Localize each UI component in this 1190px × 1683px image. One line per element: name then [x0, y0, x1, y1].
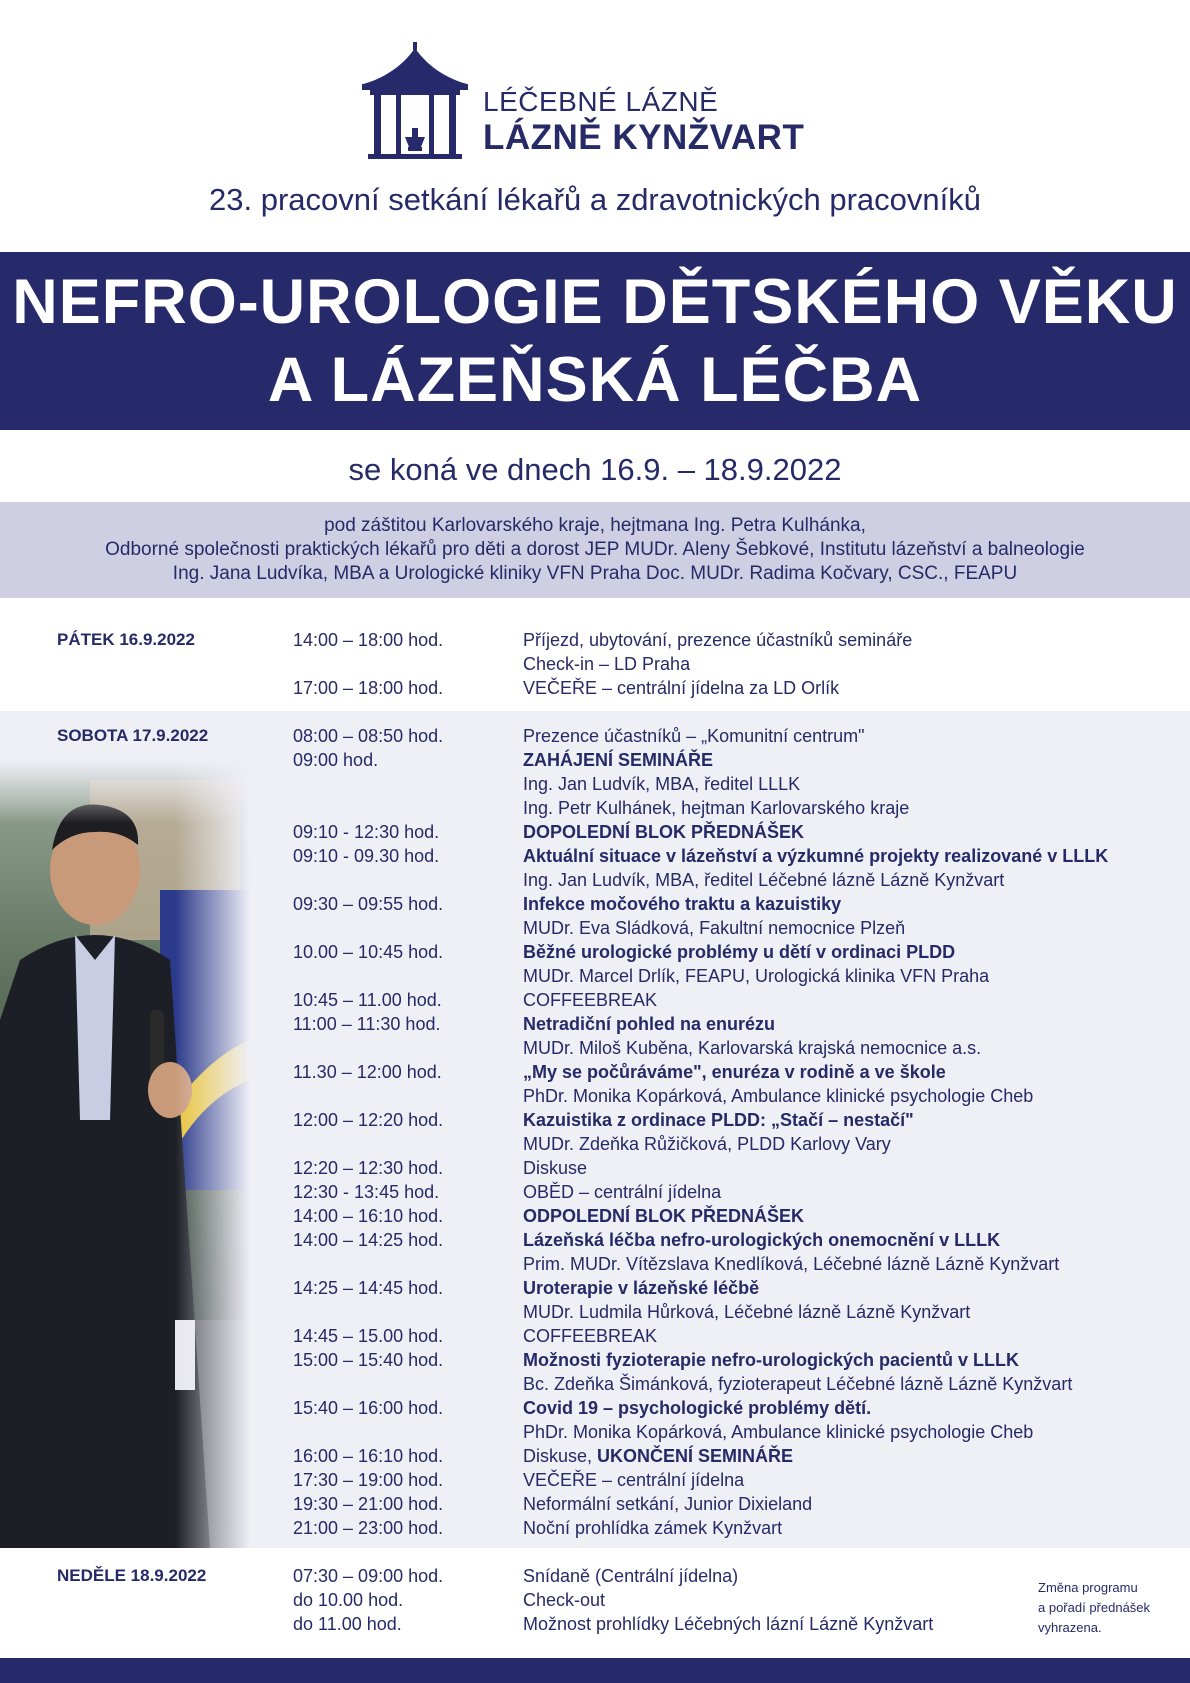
- note-line: vyhrazena.: [1038, 1620, 1102, 1635]
- schedule-item: [523, 989, 657, 1011]
- schedule-time: 11.30 – 12:00 hod.: [293, 1062, 442, 1082]
- schedule-time: 09:10 - 12:30 hod.: [293, 822, 440, 842]
- schedule-item-text: ODPOLEDNÍ BLOK PŘEDNÁŠEK: [523, 1206, 805, 1226]
- schedule-time: 21:00 – 23:00 hod.: [293, 1518, 444, 1538]
- schedule-item-text: Infekce močového traktu a kazuistiky: [523, 894, 842, 914]
- schedule-item: [523, 1421, 1033, 1443]
- schedule-item-text: Noční prohlídka zámek Kynžvart: [523, 1518, 783, 1538]
- schedule-item-text: MUDr. Miloš Kuběna, Karlovarská krajská nemocnice a.s.: [523, 1038, 982, 1058]
- schedule-item: [523, 965, 989, 987]
- schedule-item: [523, 797, 909, 819]
- schedule-item: [523, 1277, 759, 1299]
- note-line: Změna programu: [1038, 1580, 1138, 1595]
- schedule-item-text: Neformální setkání, Junior Dixieland: [523, 1494, 813, 1514]
- gazebo-logo-icon: [360, 42, 472, 162]
- schedule-item-text: Netradiční pohled na enurézu: [523, 1014, 776, 1034]
- schedule-item-text: Covid 19 – psychologické problémy dětí.: [523, 1398, 872, 1418]
- schedule-item-text: Snídaně (Centrální jídelna): [523, 1566, 739, 1586]
- schedule-item-text: MUDr. Ludmila Hůrková, Léčebné lázně Lázně Kynžvart: [523, 1302, 971, 1322]
- schedule-time: 09:30 – 09:55 hod.: [293, 894, 444, 914]
- schedule-item-text: Kazuistika z ordinace PLDD: „Stačí – nestačí": [523, 1110, 914, 1130]
- schedule-time: 16:00 – 16:10 hod.: [293, 1446, 444, 1466]
- program-change-note: [1038, 1578, 1150, 1638]
- schedule-item: [523, 1397, 871, 1419]
- schedule-item: [523, 1013, 775, 1035]
- brand-logo: [360, 42, 805, 162]
- schedule-item-text: OBĚD – centrální jídelna: [523, 1182, 722, 1202]
- schedule-item: [523, 773, 800, 795]
- schedule-time: 09:10 - 09.30 hod.: [293, 846, 440, 866]
- schedule-item-text: Možnosti fyzioterapie nefro-urologických pacientů v LLLK: [523, 1350, 1020, 1370]
- schedule-item: [523, 1493, 812, 1515]
- schedule-time: 12:30 - 13:45 hod.: [293, 1182, 440, 1202]
- schedule-item-text: Aktuální situace v lázeňství a výzkumné projekty realizované v LLLK: [523, 846, 1109, 866]
- schedule-item-text: VEČEŘE – centrální jídelna: [523, 1470, 745, 1490]
- schedule-item: [523, 749, 713, 771]
- schedule-item-text: Lázeňská léčba nefro-urologických onemocnění v LLLK: [523, 1230, 1001, 1250]
- schedule-item: [523, 1613, 933, 1635]
- schedule-item-text: PhDr. Monika Kopárková, Ambulance klinické psychologie Cheb: [523, 1422, 1034, 1442]
- schedule-time: 14:00 – 14:25 hod.: [293, 1230, 444, 1250]
- schedule-item-text: Diskuse: [523, 1158, 588, 1178]
- schedule-item: [523, 821, 804, 843]
- schedule-item: [523, 1373, 1072, 1395]
- schedule-time: 08:00 – 08:50 hod.: [293, 726, 444, 746]
- schedule-item-text: Běžné urologické problémy u dětí v ordinaci PLDD: [523, 942, 956, 962]
- schedule-item: [523, 941, 955, 963]
- schedule-item-text: VEČEŘE – centrální jídelna za LD Orlík: [523, 678, 840, 698]
- schedule-item: [523, 1445, 793, 1467]
- schedule-item-text: Bc. Zdeňka Šimánková, fyzioterapeut Léčebné lázně Lázně Kynžvart: [523, 1374, 1073, 1394]
- patronage-line-2: Odborné společnosti praktických lékařů pro děti a dorost JEP MUDr. Aleny Šebkové, Institutu lázeňství a balneologie: [105, 539, 1085, 560]
- schedule-time: 19:30 – 21:00 hod.: [293, 1494, 444, 1514]
- schedule-item: [523, 1085, 1033, 1107]
- event-dates: se koná ve dnech 16.9. – 18.9.2022: [348, 452, 842, 487]
- schedule-item-text: Check-in – LD Praha: [523, 654, 691, 674]
- day-sunday: NEDĚLE 18.9.2022: [57, 1566, 207, 1585]
- schedule-item: [523, 1565, 738, 1587]
- schedule-item: [523, 677, 839, 699]
- schedule-time: do 10.00 hod.: [293, 1590, 404, 1610]
- schedule-time: 12:20 – 12:30 hod.: [293, 1158, 444, 1178]
- schedule-item-text: MUDr. Eva Sládková, Fakultní nemocnice Plzeň: [523, 918, 906, 938]
- title-line-2: A LÁZEŇSKÁ LÉČBA: [267, 345, 923, 415]
- schedule-time: 15:00 – 15:40 hod.: [293, 1350, 444, 1370]
- schedule-time: 07:30 – 09:00 hod.: [293, 1566, 444, 1586]
- schedule-time: do 11.00 hod.: [293, 1614, 402, 1634]
- patronage-line-1: pod záštitou Karlovarského kraje, hejtmana Ing. Petra Kulhánka,: [324, 515, 866, 536]
- schedule-item: [523, 1349, 1019, 1371]
- schedule-item: [523, 1229, 1000, 1251]
- schedule-item-text: MUDr. Zdeňka Růžičková, PLDD Karlovy Vary: [523, 1134, 891, 1154]
- title-banner: [0, 252, 1190, 430]
- schedule-item: [523, 1133, 891, 1155]
- speaker-photo: [0, 760, 250, 1548]
- schedule-item: [523, 1301, 970, 1323]
- schedule-time: 17:00 – 18:00 hod.: [293, 678, 444, 698]
- title-line-1: NEFRO-UROLOGIE DĚTSKÉHO VĚKU: [12, 267, 1178, 337]
- schedule-item-text: Check-out: [523, 1590, 606, 1610]
- schedule-item: [523, 1517, 782, 1539]
- schedule-time: 15:40 – 16:00 hod.: [293, 1398, 444, 1418]
- schedule-item: [523, 1589, 605, 1611]
- schedule-item: [523, 629, 912, 651]
- schedule-item-bold: UKONČENÍ SEMINÁŘE: [597, 1446, 794, 1466]
- note-line: a pořadí přednášek: [1038, 1600, 1151, 1615]
- schedule-item: [523, 1469, 744, 1491]
- schedule-item-text: ZAHÁJENÍ SEMINÁŘE: [523, 750, 714, 770]
- schedule-time: 17:30 – 19:00 hod.: [293, 1470, 444, 1490]
- schedule-item-text: Uroterapie v lázeňské léčbě: [523, 1278, 760, 1298]
- schedule-item-text: Ing. Petr Kulhánek, hejtman Karlovarského kraje: [523, 798, 910, 818]
- schedule-item-text: MUDr. Marcel Drlík, FEAPU, Urologická klinika VFN Praha: [523, 966, 990, 986]
- schedule-time: 12:00 – 12:20 hod.: [293, 1110, 444, 1130]
- schedule-time: 14:25 – 14:45 hod.: [293, 1278, 444, 1298]
- schedule-item-text: „My se počůráváme", enuréza v rodině a ve škole: [523, 1062, 946, 1082]
- schedule-time: 11:00 – 11:30 hod.: [293, 1014, 441, 1034]
- day-friday: PÁTEK 16.9.2022: [57, 630, 195, 649]
- schedule-item: [523, 1037, 981, 1059]
- schedule-item: [523, 1325, 657, 1347]
- schedule-item-text: Ing. Jan Ludvík, MBA, ředitel Léčebné lázně Lázně Kynžvart: [523, 870, 1005, 890]
- schedule-item-text: Možnost prohlídky Léčebných lázní Lázně Kynžvart: [523, 1614, 934, 1634]
- schedule-item: [523, 1109, 914, 1131]
- schedule-time: 14:45 – 15.00 hod.: [293, 1326, 444, 1346]
- schedule-item-text: Prezence účastníků – „Komunitní centrum": [523, 726, 865, 746]
- schedule-time: 14:00 – 18:00 hod.: [293, 630, 444, 650]
- schedule-item: [523, 1157, 587, 1179]
- patronage-line-3: Ing. Jana Ludvíka, MBA a Urologické kliniky VFN Praha Doc. MUDr. Radima Kočvary, CSC., FEAPU: [172, 563, 1018, 584]
- brand-line-2: LÁZNĚ KYNŽVART: [483, 118, 805, 157]
- footer-bar: [0, 1658, 1190, 1683]
- schedule-item-text: DOPOLEDNÍ BLOK PŘEDNÁŠEK: [523, 822, 805, 842]
- schedule-item-text: Ing. Jan Ludvík, MBA, ředitel LLLK: [523, 774, 801, 794]
- schedule-item: [523, 869, 1004, 891]
- brand-line-1: LÉČEBNÉ LÁZNĚ: [483, 86, 719, 117]
- schedule-item: [523, 893, 841, 915]
- schedule-item: [523, 653, 690, 675]
- schedule-item: [523, 1205, 804, 1227]
- schedule-time: 10.00 – 10:45 hod.: [293, 942, 444, 962]
- schedule-item-text: COFFEEBREAK: [523, 1326, 658, 1346]
- schedule-time: 09:00 hod.: [293, 750, 379, 770]
- schedule-item: [523, 1061, 946, 1083]
- schedule-item-text: Prim. MUDr. Vítězslava Knedlíková, Léčebné lázně Lázně Kynžvart: [523, 1254, 1060, 1274]
- schedule-item: [523, 917, 905, 939]
- schedule-item: [523, 1253, 1059, 1275]
- schedule-item-text: PhDr. Monika Kopárková, Ambulance klinické psychologie Cheb: [523, 1086, 1034, 1106]
- schedule-item: [523, 1181, 721, 1203]
- schedule-item: [523, 725, 865, 747]
- patronage-box: [0, 502, 1190, 598]
- event-subtitle: 23. pracovní setkání lékařů a zdravotnických pracovníků: [209, 182, 981, 217]
- schedule-item: [523, 845, 1108, 867]
- schedule-time: 10:45 – 11.00 hod.: [293, 990, 442, 1010]
- schedule-item-text: COFFEEBREAK: [523, 990, 658, 1010]
- schedule-item-text: Diskuse,: [523, 1446, 598, 1466]
- day-saturday: SOBOTA 17.9.2022: [57, 726, 209, 745]
- schedule-time: 14:00 – 16:10 hod.: [293, 1206, 444, 1226]
- schedule-item-text: Příjezd, ubytování, prezence účastníků semináře: [523, 630, 913, 650]
